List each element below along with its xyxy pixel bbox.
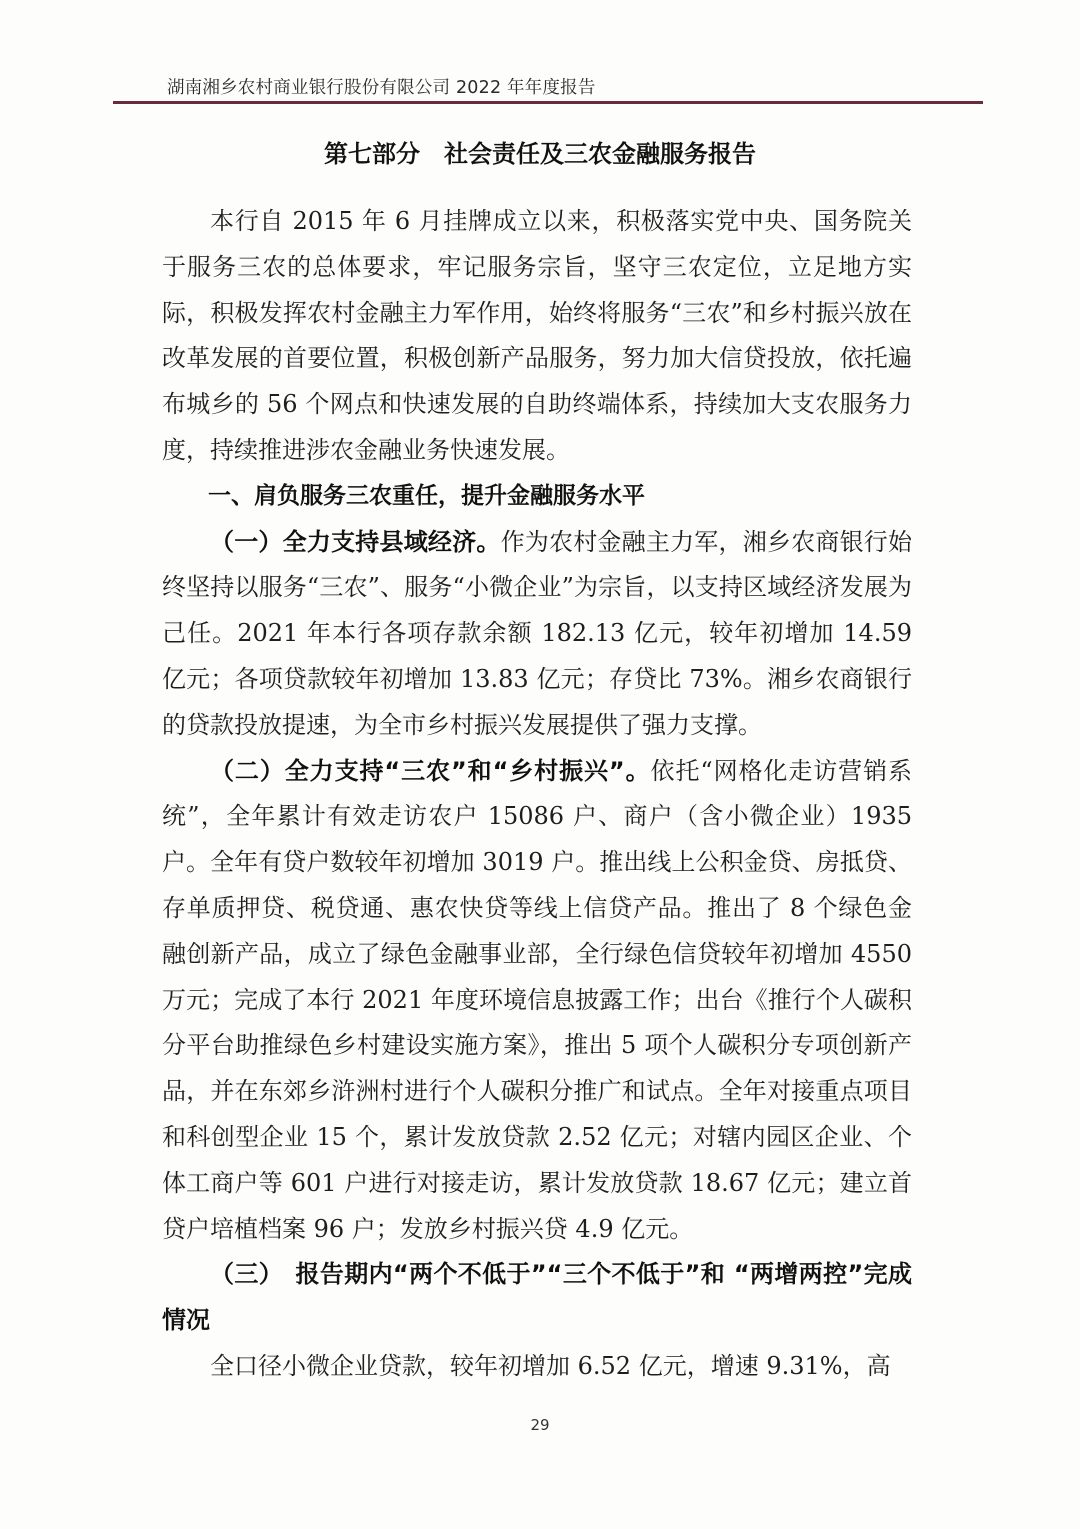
- item-body: 作为农村金融主力军，湘乡农商银行始终坚持以服务“三农”、服务“小微企业”为宗旨，以支持区域经济发展为己任。2021 年本行各项存款余额 182.13 亿元，较年初增加 14.59 亿元；各项贷款较年初增加 13.83 亿元；存贷比 73%。湘乡农商银行的贷款投放提速，为全市乡村振兴发展提供了强力支撑。: [162, 527, 913, 739]
- item-lead: （三） 报告期内“两个不低于”“三个不低于”和 “两增两控”完成情况: [162, 1260, 912, 1335]
- small-micro-loans-paragraph: 全口径小微企业贷款，较年初增加 6.52 亿元，增速 9.31%，高: [210, 1351, 891, 1380]
- header-divider: [113, 101, 983, 104]
- section-title: 第七部分 社会责任及三农金融服务报告: [324, 140, 756, 168]
- item-rural-revitalization: [162, 749, 912, 1253]
- item-completion-status: [162, 1252, 912, 1344]
- page-number: 29: [530, 1416, 550, 1434]
- item-lead: （二）全力支持“三农”和“乡村振兴”。: [210, 756, 651, 785]
- document-body: [162, 199, 912, 1390]
- section-heading: 一、肩负服务三农重任，提升金融服务水平: [208, 482, 645, 509]
- item-body: 依托“网格化走访营销系统”，全年累计有效走访农户 15086 户、商户（含小微企业）1935 户。全年有贷户数较年初增加 3019 户。推出线上公积金贷、房抵贷、存单质押贷、税贷通、惠农快贷等线上信贷产品。推出了 8 个绿色金融创新产品，成立了绿色金融事业部，全行绿色信贷较年初增加 4550 万元；完成了本行 2021 年度环境信息披露工作；出台《推行个人碳积分平台助推绿色乡村建设实施方案》，推出 5 项个人碳积分专项创新产品，并在东郊乡浒洲村进行个人碳积分推广和试点。全年对接重点项目和科创型企业 15 个，累计发放贷款 2.52 亿元；对辖内园区企业、个体工商户等 601 户进行对接走访，累计发放贷款 18.67 亿元；建立首贷户培植档案 96 户；发放乡村振兴贷 4.9 亿元。: [162, 756, 912, 1243]
- item-county-economy: [162, 520, 912, 749]
- item-lead: （一）全力支持县域经济。: [210, 527, 501, 556]
- intro-paragraph: 本行自 2015 年 6 月挂牌成立以来，积极落实党中央、国务院关于服务三农的总体要求，牢记服务宗旨，坚守三农定位，立足地方实际，积极发挥农村金融主力军作用，始终将服务“三农”和乡村振兴放在改革发展的首要位置，积极创新产品服务，努力加大信贷投放，依托遍布城乡的 56 个网点和快速发展的自助终端体系，持续加大支农服务力度，持续推进涉农金融业务快速发展。: [162, 207, 912, 464]
- report-header: 湖南湘乡农村商业银行股份有限公司 2022 年年度报告: [167, 78, 596, 98]
